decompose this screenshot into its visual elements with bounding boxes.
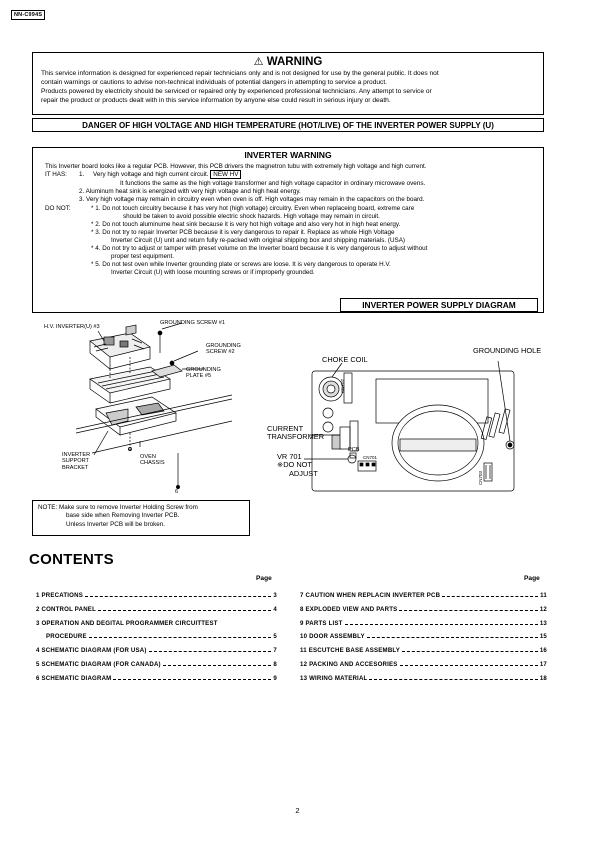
it-has-2: 2. Aluminum heat sink is energized with very high voltage and high heat energy. (79, 188, 301, 195)
toc-entry-title: 7 CAUTION WHEN REPLACIN INVERTER PCB (300, 592, 441, 599)
warning-box (32, 52, 544, 115)
label-hv-inverter: H.V. INVERTER(U) #3 (44, 324, 100, 330)
label-grounding-screw-2: GROUNDING SCREW #2 (206, 343, 241, 356)
label-oven-chassis: OVEN CHASSIS (140, 454, 165, 467)
toc-leader (149, 647, 272, 652)
toc-leader (163, 661, 272, 666)
do-not-item: * 4. Do not try to adjust or tamper with preset volume on the Inverter board because it is very dangerous to adjust without (91, 245, 428, 252)
do-not-item: * 5. Do not test oven while Inverter grounding plate or screws are loose. It is very dangerous to operate H.V. (91, 261, 391, 268)
toc-entry-title: 6 SCHEMATIC DIAGRAM (36, 675, 112, 682)
do-not-item: * 1. Do not touch circuitry because it has very hot (high voltage) circuitry. Even when replaceing board, extreme care (91, 205, 415, 212)
do-not-item: Inverter Circuit (U) unit and return fully re-packed with original shipping box and shipping materials. (USA) (111, 237, 405, 244)
toc-entry-page: 18 (539, 675, 547, 682)
label-grounding-hole: GROUNDING HOLE (473, 346, 542, 355)
toc-leader (98, 606, 271, 611)
inverter-warning-title: INVERTER WARNING (244, 150, 332, 160)
toc-entry[interactable] (36, 620, 277, 627)
toc-entry-title: 5 SCHEMATIC DIAGRAM (FOR CANADA) (36, 661, 161, 668)
toc-entry-title: 2 CONTROL PANEL (36, 606, 96, 613)
do-not-item: * 3. Do not try to repair Inverter PCB because it is very dangerous to repair it. Replace as whole High Voltage (91, 229, 395, 236)
toc-entry-title: 4 SCHEMATIC DIAGRAM (FOR USA) (36, 647, 147, 654)
it-has-1b: It functions the same as the high voltage transformer and high voltage capacitor in ordinary microwave ovens. (120, 180, 426, 187)
toc-entry-title: 11 ESCUTCHE BASE ASSEMBLY (300, 647, 401, 654)
contents-title: CONTENTS (29, 551, 114, 568)
label-choke-coil: CHOKE COIL (322, 355, 368, 364)
warning-title-text: WARNING (266, 56, 323, 68)
label-vr-701: VR 701 ※DO NOT ADJUST (277, 452, 318, 478)
label-grounding-screw-1: GROUNDING SCREW #1 (160, 320, 225, 326)
toc-entry-page: 8 (273, 661, 277, 668)
do-not-label: DO NOT: (45, 205, 71, 212)
danger-banner: DANGER OF HIGH VOLTAGE AND HIGH TEMPERATURE (HOT/LIVE) OF THE INVERTER POWER SUPPLY (U) (32, 118, 544, 132)
warning-line: This service information is designed for experienced repair technicians only and is not designed for use by the general public. It does not (41, 70, 439, 77)
toc-entry-page: 15 (539, 633, 547, 640)
model-code: NN-C994S (11, 10, 45, 20)
toc-entry-page: 9 (273, 675, 277, 682)
toc-entry[interactable] (300, 647, 547, 654)
toc-leader (369, 675, 537, 680)
warning-text (41, 69, 539, 105)
label-pcb: PCB (348, 447, 360, 453)
toc-entry[interactable] (36, 647, 277, 654)
toc-leader (345, 620, 538, 625)
label-grounding-plate: GROUNDING PLATE #5 (186, 367, 221, 380)
toc-entry-page: 16 (539, 647, 547, 654)
warning-line: repair the product or products dealt with in this service information by anyone else could result in serious injury or death. (41, 97, 391, 105)
toc-entry-page: 3 (273, 592, 277, 599)
note-line: base side when Removing Inverter PCB. (66, 512, 180, 520)
warning-title (33, 55, 543, 68)
toc-entry[interactable] (36, 661, 277, 668)
label-mark-4: 4 (128, 447, 132, 453)
toc-entry-page: 5 (273, 633, 277, 640)
inverter-intro: This Inverter board looks like a regular PCB. However, this PCB drivers the magnetron tubu with extremely high voltage and high current. (45, 163, 427, 170)
toc-leader (442, 592, 538, 597)
toc-entry-title: 1 PRECATIONS (36, 592, 83, 599)
toc-entry-page: 17 (539, 661, 547, 668)
label-inverter-support-bracket: INVERTER SUPPORT BRACKET (62, 452, 91, 471)
toc-entry-page: 4 (273, 606, 277, 613)
do-not-item: should be taken to avoid possible electric shock hazards. High voltage may remain in circuit. (123, 213, 380, 220)
toc-entry-title: 3 OPERATION AND DEGITAL PROGRAMMER CIRCUITTEST (36, 620, 218, 627)
page-number: 2 (295, 806, 300, 815)
toc-leader (402, 647, 538, 652)
inverter-diagram (32, 313, 544, 503)
it-has-1-number: 1. (79, 171, 85, 178)
toc-entry[interactable] (300, 606, 547, 613)
do-not-item: * 2. Do not touch aluminume heat sink because it is very hot high voltage and also very hot in high heat energy. (91, 221, 401, 228)
note-line: NOTE: Make sure to remove Inverter Holding Screw from (38, 504, 198, 511)
warning-triangle-icon: ⚠ (253, 56, 264, 68)
toc-entry[interactable] (36, 675, 277, 682)
toc-entry-page: 12 (539, 606, 547, 613)
toc-leader (89, 633, 272, 638)
label-current-transformer: CURRENT TRANSFORMER (267, 424, 325, 442)
toc-entry-title: 10 DOOR ASSEMBLY (300, 633, 365, 640)
new-hv-badge: NEW HV (210, 170, 241, 179)
it-has-1: Very high voltage and high current circuit. NEW HV (93, 171, 241, 179)
toc-leader (85, 592, 271, 597)
toc-entry[interactable] (36, 633, 277, 640)
label-mark-6: 6 (175, 489, 179, 495)
toc-entry-title: 12 PACKING AND ACCESORIES (300, 661, 398, 668)
inverter-power-supply-diagram-title: INVERTER POWER SUPPLY DIAGRAM (340, 298, 538, 312)
toc-entry[interactable] (300, 675, 547, 682)
note-line: Unless Inverter PCB will be broken. (66, 520, 166, 528)
toc-entry-title: 8 EXPLODED VIEW AND PARTS (300, 606, 398, 613)
toc-entry-title: PROCEDURE (46, 633, 87, 640)
toc-leader (399, 606, 537, 611)
label-cn701: CN701 (363, 455, 378, 460)
toc-entry-page: 13 (539, 620, 547, 627)
toc-entry[interactable] (300, 633, 547, 640)
toc-leader (367, 633, 538, 638)
toc-entry[interactable] (300, 620, 547, 627)
toc-leader (113, 675, 271, 680)
toc-entry-page: 7 (273, 647, 277, 654)
toc-leader (400, 661, 538, 666)
inverter-warning-box (32, 147, 544, 313)
page-column-header-right: Page (524, 575, 540, 582)
note-box (32, 500, 250, 536)
toc-entry[interactable] (300, 661, 547, 668)
toc-entry[interactable] (36, 606, 277, 613)
label-cn703: CN703 (478, 470, 483, 485)
toc-entry-page: 11 (540, 592, 547, 599)
label-cn702: CN702 (340, 378, 345, 393)
warning-line: contain warnings or cautions to advise non-technical individuals of potential dangers in attempting to service a product. (41, 79, 388, 87)
toc-entry[interactable] (300, 592, 547, 599)
page-column-header-left: Page (256, 575, 272, 582)
toc-entry-title: 9 PARTS LIST (300, 620, 343, 627)
it-has-3: 3. Very high voltage may remain in circuitry even when oven is off. High voltages may remain in the capacitors on the board. (79, 196, 425, 203)
do-not-item: Inverter Circuit (U) with loose mounting screws or if improperly grounded. (111, 269, 315, 276)
toc-entry-title: 13 WIRING MATERIAL (300, 675, 368, 682)
it-has-label: IT HAS: (45, 171, 67, 178)
warning-line: Products powered by electricity should be serviced or repaired only by experienced professional technicians. Any attempt to service or (41, 88, 432, 96)
toc-entry[interactable] (36, 592, 277, 599)
do-not-item: proper test equipment. (111, 253, 175, 260)
